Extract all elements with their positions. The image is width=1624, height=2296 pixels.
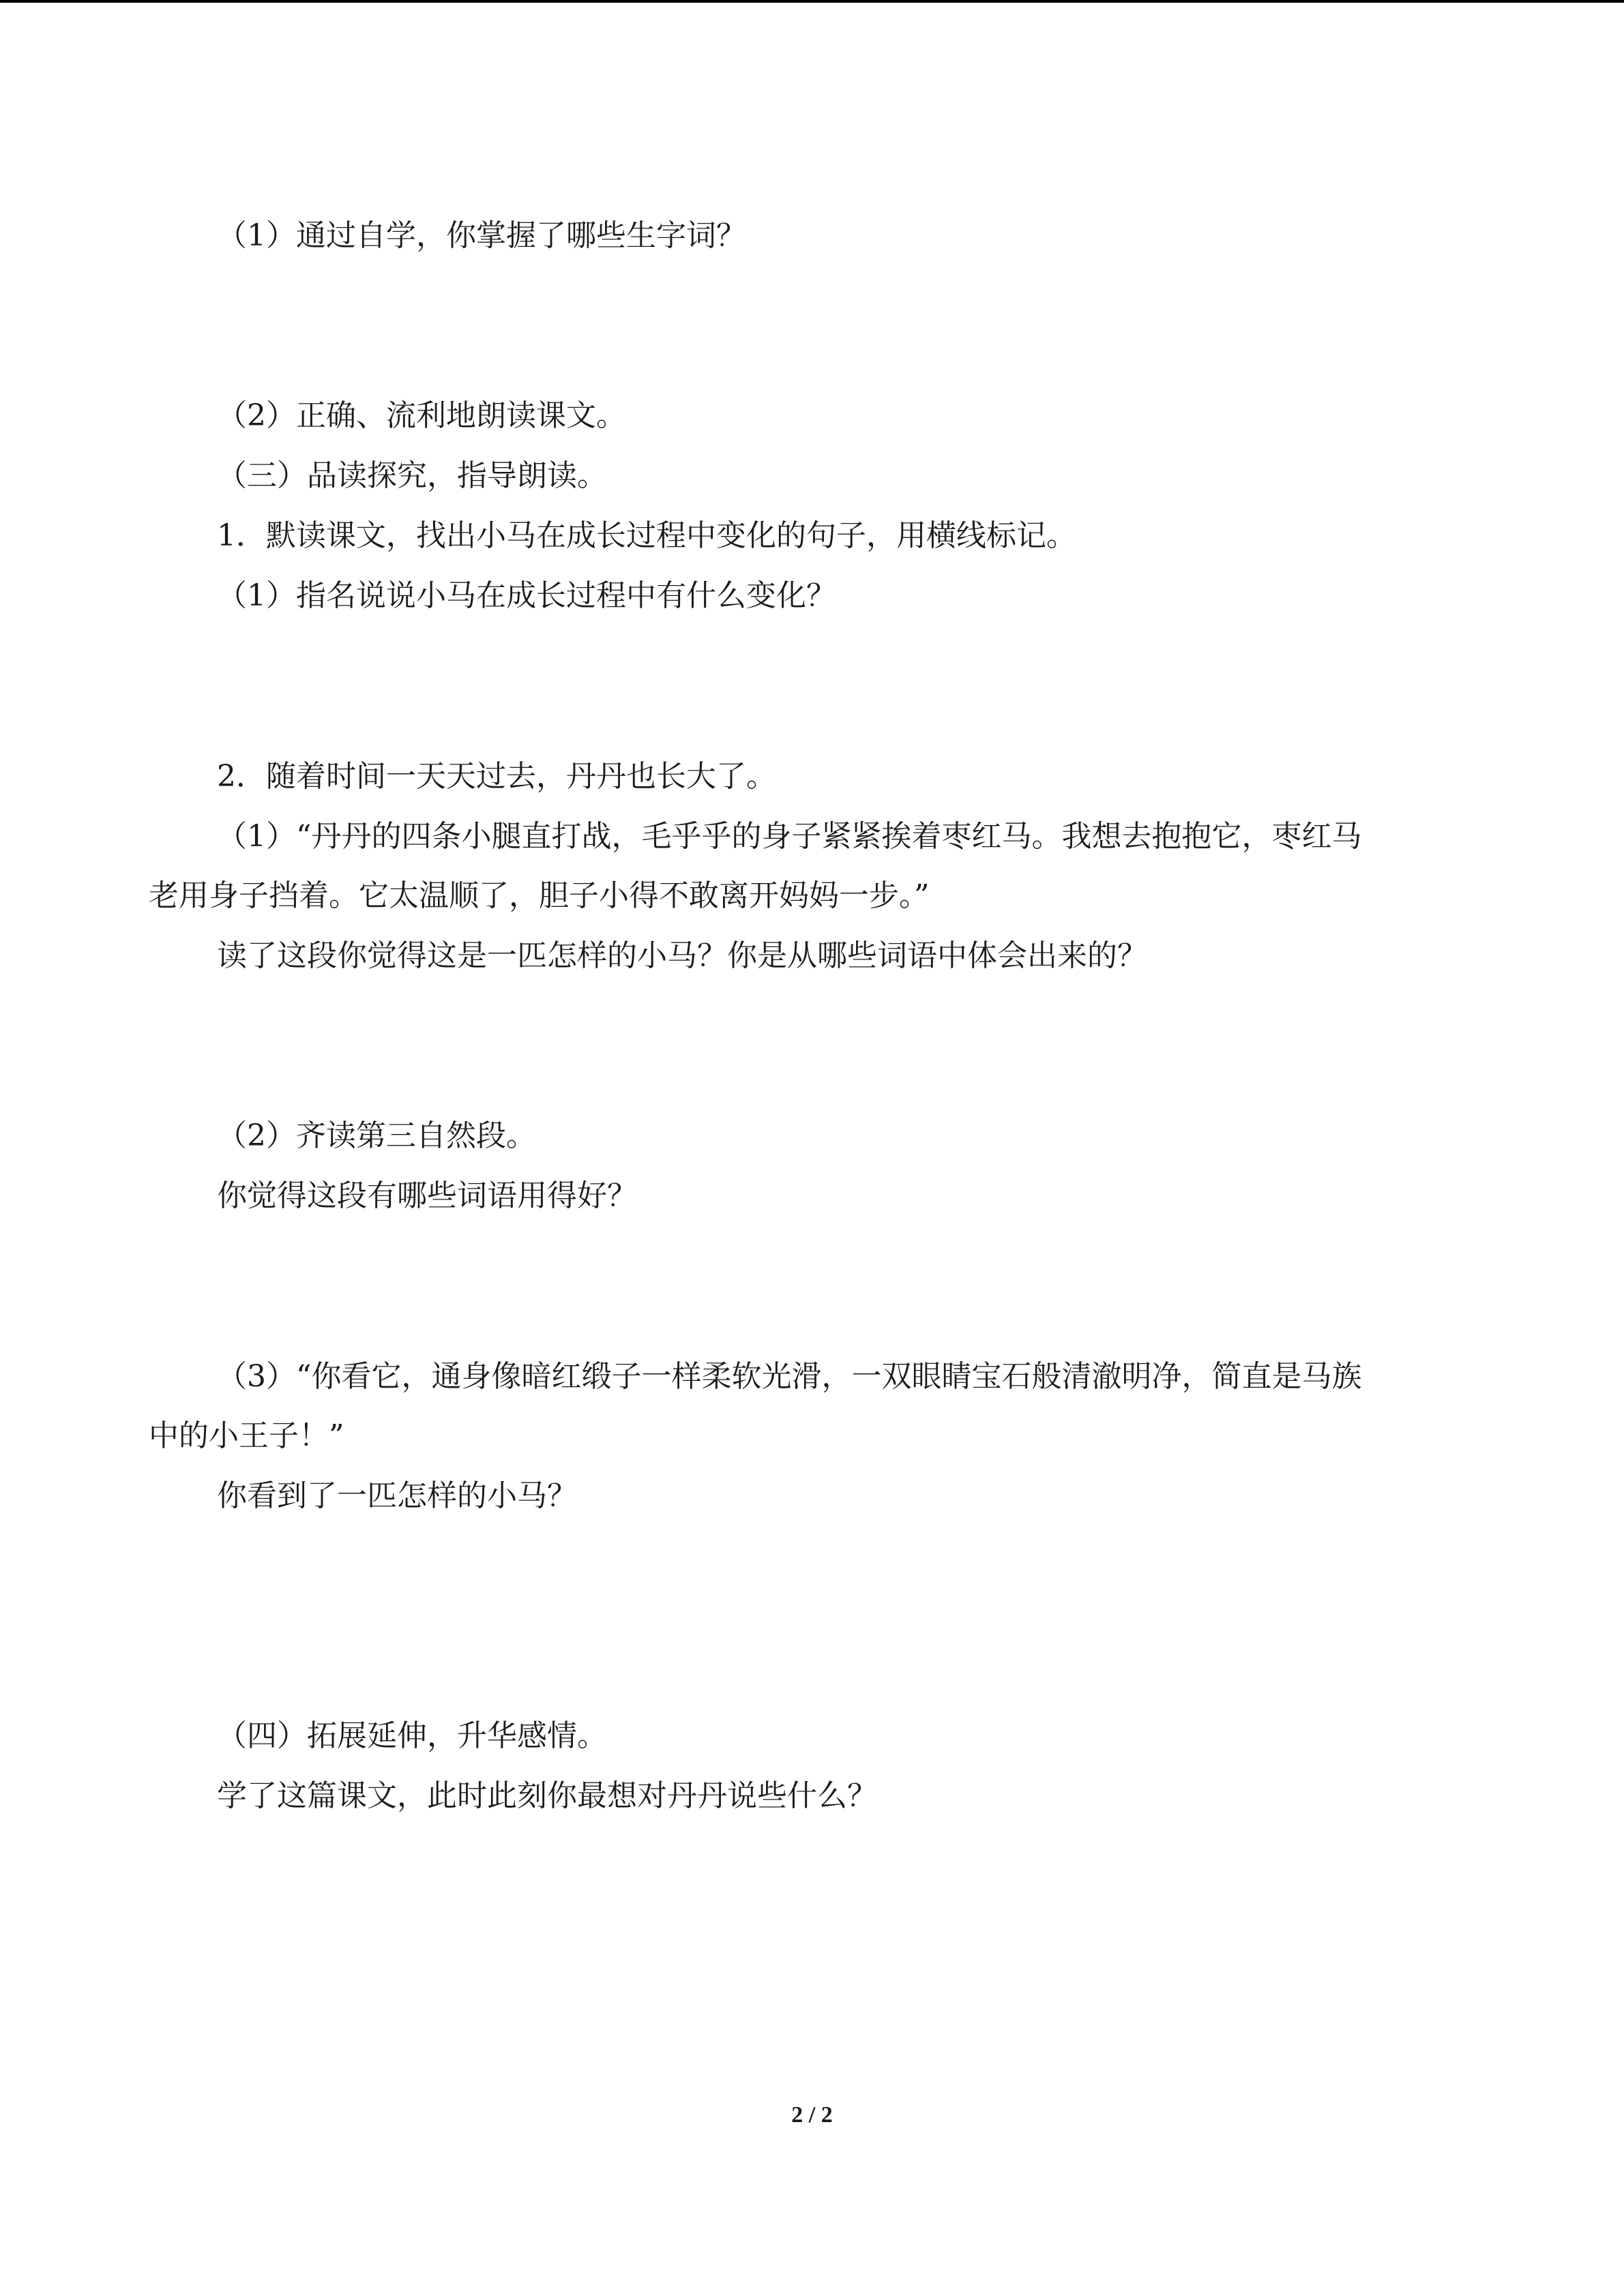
page-number: 2 / 2 — [791, 2102, 833, 2128]
quote-3-line-2: 中的小王子！” — [149, 1418, 344, 1453]
question-vocabulary: （1）通过自学，你掌握了哪些生字词？ — [217, 218, 746, 253]
task-growth: 2．随着时间一天天过去，丹丹也长大了。 — [217, 759, 776, 794]
quote-1-line-2: 老用身子挡着。它太温顺了，胆子小得不敢离开妈妈一步。” — [149, 878, 930, 913]
top-border — [0, 0, 1624, 3]
question-saw-horse: 你看到了一匹怎样的小马？ — [217, 1478, 577, 1513]
quote-1-line-1: （1）“丹丹的四条小腿直打战，毛乎乎的身子紧紧挨着枣红马。我想去抱抱它，枣红马 — [217, 819, 1362, 854]
task-read-aloud: （2）正确、流利地朗读课文。 — [217, 398, 626, 433]
question-good-words: 你觉得这段有哪些词语用得好？ — [217, 1178, 637, 1213]
quote-3-line-1: （3）“你看它，通身像暗红缎子一样柔软光滑，一双眼睛宝石般清澈明净，简直是马族 — [217, 1359, 1362, 1394]
question-say-to-dandan: 学了这篇课文，此时此刻你最想对丹丹说些什么？ — [217, 1778, 877, 1813]
task-read-paragraph-3: （2）齐读第三自然段。 — [217, 1118, 536, 1153]
question-what-horse: 读了这段你觉得这是一匹怎样的小马？你是从哪些词语中体会出来的？ — [217, 938, 1147, 973]
section-heading-4: （四）拓展延伸，升华感情。 — [217, 1718, 607, 1753]
section-heading-3: （三）品读探究，指导朗读。 — [217, 458, 607, 493]
question-changes: （1）指名说说小马在成长过程中有什么变化？ — [217, 578, 836, 613]
task-silent-reading: 1．默读课文，找出小马在成长过程中变化的句子，用横线标记。 — [217, 518, 1076, 553]
